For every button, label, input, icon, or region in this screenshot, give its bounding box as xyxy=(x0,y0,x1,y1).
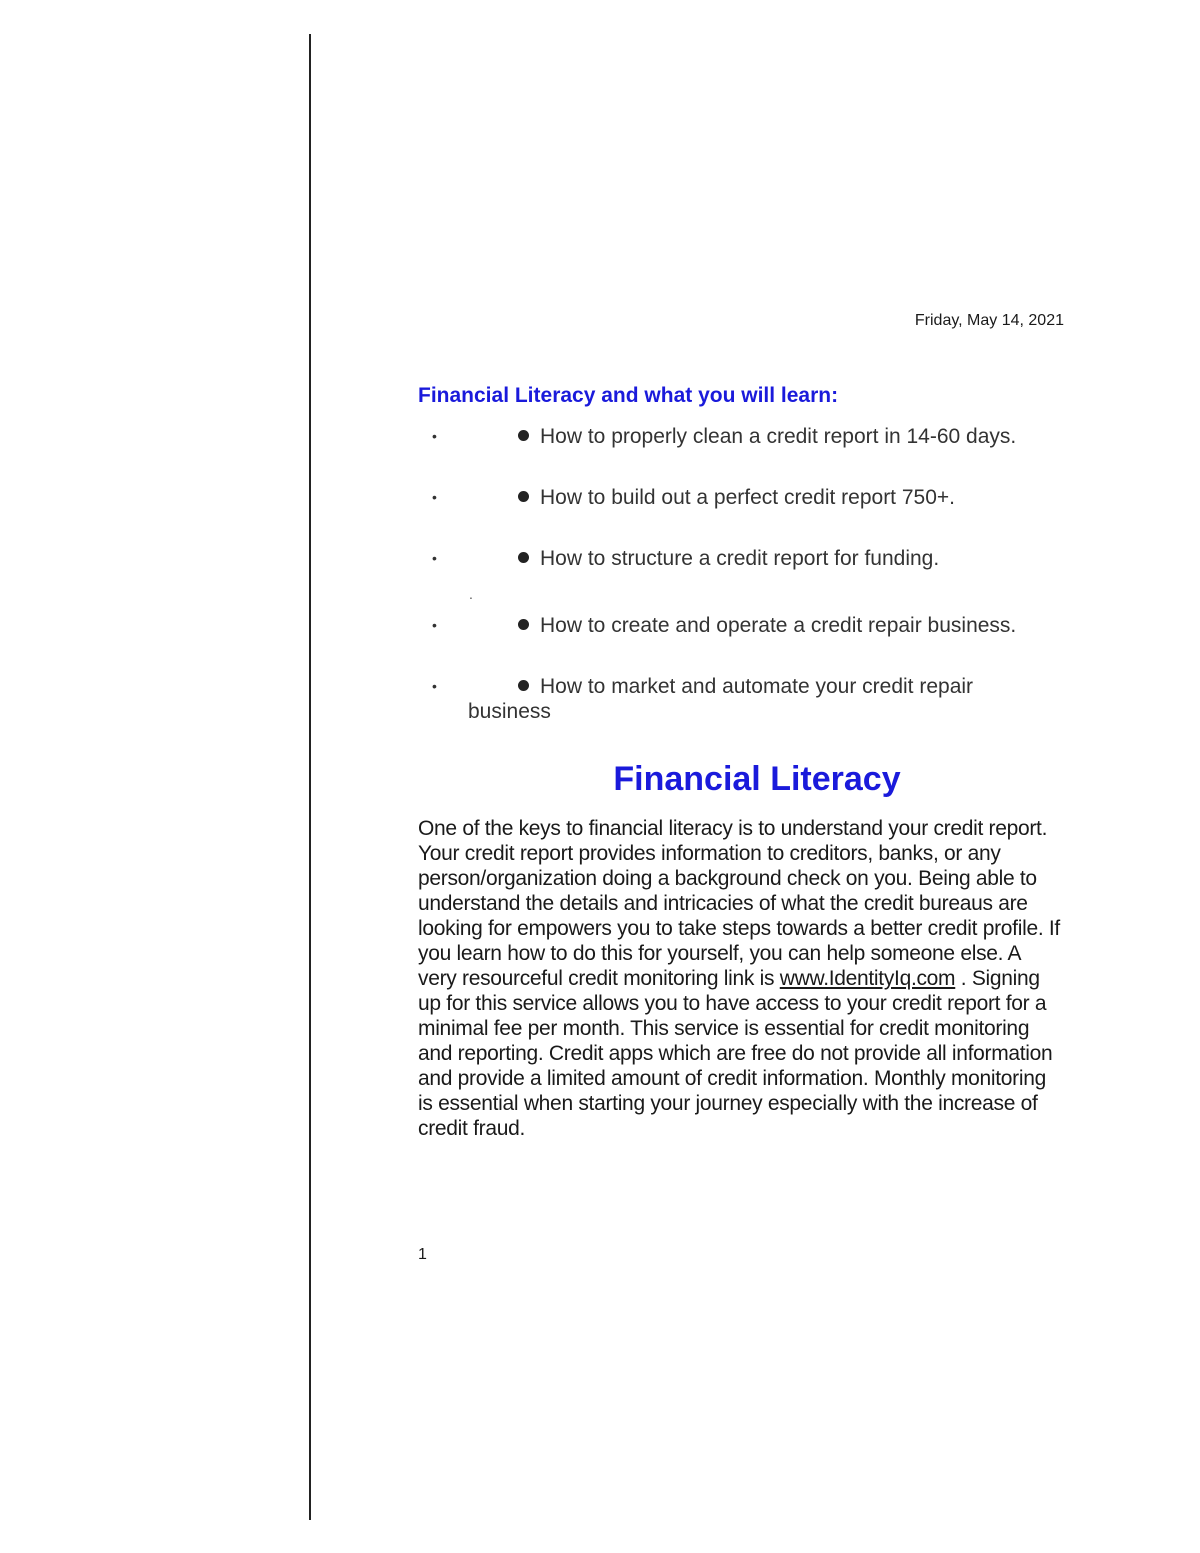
objective-text: How to create and operate a credit repair business. xyxy=(540,614,1017,637)
small-bullet-icon: • xyxy=(432,550,437,566)
page-number: 1 xyxy=(418,1246,427,1263)
list-item xyxy=(418,424,1078,449)
body-paragraph xyxy=(418,816,1063,1141)
list-item xyxy=(418,546,1078,571)
objective-continuation: business xyxy=(468,700,551,723)
section-title: Financial Literacy xyxy=(613,760,901,798)
objective-text: How to properly clean a credit report in 14-60 days. xyxy=(540,425,1017,448)
objective-text: How to build out a perfect credit report 750+. xyxy=(540,486,955,509)
paragraph-text-before-link: One of the keys to financial literacy is to understand your credit report. Your credit report provides information to creditors, banks, or any person/organization doing a background check on you. Being able to understand the details and intricacies of what the credit bureaus are looking for empowers you to take steps towards a better credit profile. If you learn how to do this for yourself, you can help someone else. A very resourceful credit monitoring link is xyxy=(418,817,1060,990)
small-bullet-icon: • xyxy=(432,678,437,694)
list-item xyxy=(418,613,1078,638)
objectives-heading: Financial Literacy and what you will learn: xyxy=(418,384,839,407)
round-bullet-icon xyxy=(518,680,529,691)
list-item xyxy=(418,674,1078,724)
objective-text: How to structure a credit report for funding. xyxy=(540,547,940,570)
small-bullet-icon: • xyxy=(432,617,437,633)
small-bullet-icon: • xyxy=(432,428,437,444)
document-date: Friday, May 14, 2021 xyxy=(914,312,1064,329)
round-bullet-icon xyxy=(518,491,529,502)
objective-text: How to market and automate your credit repair xyxy=(540,675,974,698)
page-margin-rule xyxy=(309,34,311,1520)
identityiq-link[interactable]: www.IdentityIq.com xyxy=(779,967,956,990)
round-bullet-icon xyxy=(518,552,529,563)
stray-mark: . xyxy=(469,586,473,602)
round-bullet-icon xyxy=(518,619,529,630)
small-bullet-icon: • xyxy=(432,489,437,505)
list-item xyxy=(418,485,1078,510)
objective-list xyxy=(418,424,1078,724)
paragraph-text-after-link: . Signing up for this service allows you to have access to your credit report for a minimal fee per month. This service is essential for credit monitoring and reporting. Credit apps which are free do not provide all information and provide a limited amount of credit information. Monthly monitoring is essential when starting your journey especially with the increase of credit fraud. xyxy=(418,967,1053,1140)
round-bullet-icon xyxy=(518,430,529,441)
